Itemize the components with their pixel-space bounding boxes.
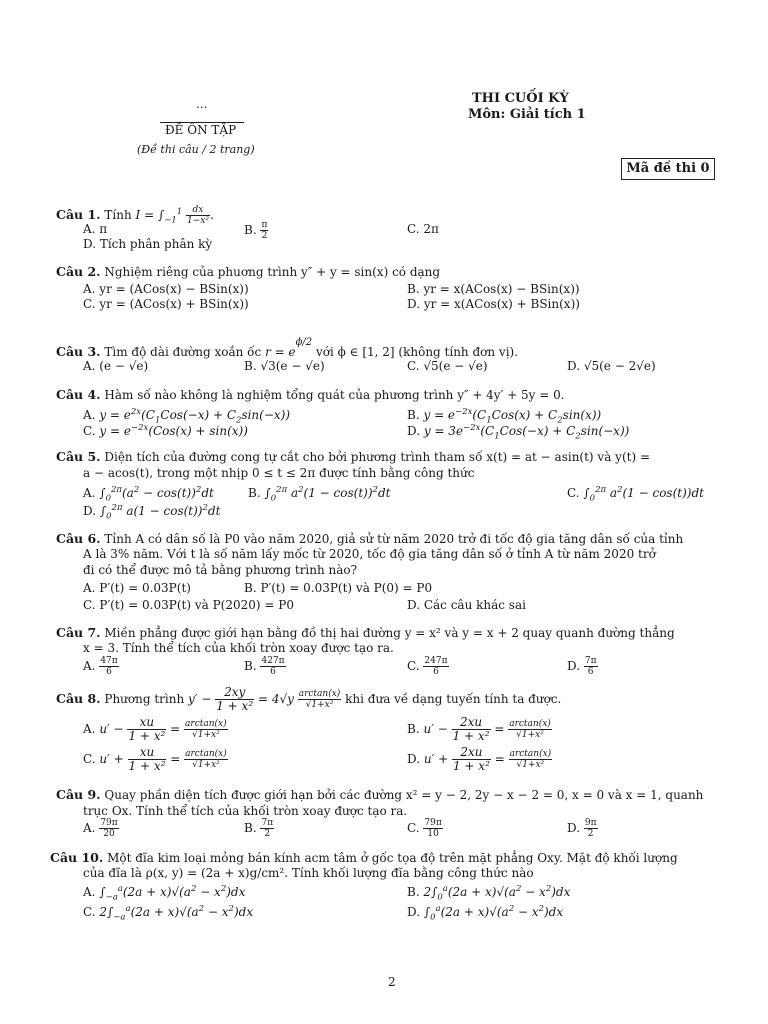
option-c[interactable]: C. $y = e^{-2x}(Cos(x) + \sin(x))$	[83, 423, 248, 438]
option-b[interactable]: B. $y = e^{-2x}(C_1Cos(x) + C_2\sin(x))$	[407, 407, 602, 426]
option-label: C.	[407, 821, 420, 835]
option-a[interactable]: A. yr = (ACos(x) − BSin(x))	[83, 282, 249, 296]
option-label: A.	[83, 408, 96, 422]
option-label: B.	[407, 885, 420, 899]
option-a[interactable]: A. $\frac{79\pi}{20}$	[83, 818, 118, 839]
option-c[interactable]: C. $\frac{247\pi}{6}$	[407, 656, 448, 677]
option-b[interactable]: B. $\frac{7\pi}{2}$	[244, 818, 274, 839]
question-6	[56, 531, 683, 547]
question-2	[56, 264, 440, 280]
option-a[interactable]: A. $\frac{47\pi}{6}$	[83, 656, 118, 677]
option-label: D.	[407, 424, 421, 438]
question-prompt: Quay phần diện tích được giới hạn bởi các đường x² = y − 2, 2y − x − 2 = 0, x = 0 và x = 1, quanh	[104, 788, 704, 802]
option-b[interactable]: B. $\int_0^{2\pi}$ $a^2(1 - \cos(t))^2dt$	[248, 485, 391, 504]
question-prompt: Tìm độ dài đường xoắn ốc	[104, 345, 262, 359]
math-expr: $I = \int_{-1}^1$ $\frac{dx}{\text{1−x²}}$ .	[135, 205, 214, 226]
question-6-line-2: A là 3% năm. Với t là số năm lấy mốc từ 2020, tốc độ gia tăng dân số ở tỉnh A từ năm 2020 trở	[83, 547, 656, 561]
option-label: B.	[244, 659, 257, 673]
question-10-line-2: của đĩa là ρ(x, y) = (2a + x)g/cm². Tính khối lượng đĩa bằng công thức nào	[83, 866, 534, 880]
option-d[interactable]: D. yr = x(ACos(x) + BSin(x))	[407, 297, 580, 311]
option-label: D.	[407, 752, 421, 766]
question-9	[56, 787, 703, 803]
school-name: ...	[196, 97, 208, 111]
option-c[interactable]: C. $\int_0^{2\pi}$ $a^2(1 - \cos(t))dt$	[567, 485, 704, 504]
option-a[interactable]: A. $\int_{-a}^a(2a + x)√(a^2 - x^2)dx$	[83, 884, 246, 903]
exam-subject: Môn: Giải tích 1	[468, 107, 586, 122]
question-prompt: Miền phẳng được giới hạn bằng đồ thị hai đường y = x² và y = x + 2 quay quanh đường thẳng	[104, 626, 675, 640]
exam-code-box: Mã đề thi 0	[621, 158, 715, 180]
math-expr: $r = e^{\phi/2}$	[265, 337, 313, 359]
option-d[interactable]: D. $\int_0^{2\pi}$ $a(1 - \cos(t))^2dt$	[83, 503, 221, 522]
option-b[interactable]: B. u′ − $\frac{2xu}{\text{1 + x²}}$ = $\frac{\arctan(x)}{\text{√1+x²}}$	[407, 715, 551, 743]
option-label: C.	[83, 905, 96, 919]
question-label: Câu 10.	[50, 850, 104, 865]
option-b[interactable]: B. √3(e − √e)	[244, 359, 325, 373]
exam-type: ĐỀ ÔN TẬP	[165, 123, 237, 137]
option-label: C.	[567, 486, 580, 500]
option-b[interactable]: B. P′(t) = 0.03P(t) và P(0) = P0	[244, 581, 433, 595]
question-label: Câu 7.	[56, 625, 101, 640]
option-c[interactable]: C. u′ + $\frac{xu}{\text{1 + x²}}$ = $\frac{\arctan(x)}{\text{√1+x²}}$	[83, 745, 227, 773]
option-b[interactable]: B. $2\int_0^a(2a + x)√(a^2 - x^2)dx$	[407, 884, 571, 903]
option-c[interactable]: C. yr = (ACos(x) + BSin(x))	[83, 297, 249, 311]
question-1	[56, 205, 214, 228]
option-label: B.	[407, 722, 420, 736]
question-5-line-2: a − acos(t), trong một nhịp 0 ≤ t ≤ 2π được tính bằng công thức	[83, 466, 475, 480]
option-b[interactable]: B. yr = x(ACos(x) − BSin(x))	[407, 282, 580, 296]
question-label: Câu 5.	[56, 449, 101, 464]
question-label: Câu 3.	[56, 344, 101, 359]
option-label: A.	[83, 821, 96, 835]
option-label: A.	[83, 486, 96, 500]
option-label: C.	[83, 752, 96, 766]
exam-title: THI CUỐI KỲ	[472, 91, 569, 106]
option-label: A.	[83, 722, 96, 736]
question-prompt: Diện tích của đường cong tự cắt cho bởi phương trình tham số x(t) = at − asin(t) và y(t) =	[104, 450, 650, 464]
option-d[interactable]: D. $\int_0^a(2a + x)√(a^2 - x^2)dx$	[407, 904, 564, 923]
question-prompt-tail: với ϕ ∈ [1, 2] (không tính đơn vị).	[315, 345, 519, 359]
option-c[interactable]: C. P′(t) = 0.03P(t) và P(2020) = P0	[83, 598, 294, 612]
option-a[interactable]: A. $\int_0^{2\pi}(a^2 - \cos(t))^2dt$	[83, 485, 214, 504]
question-label: Câu 1.	[56, 207, 101, 222]
option-d[interactable]: D. $y = 3e^{-2x}(C_1Cos(-x) + C_2\sin(-x))$	[407, 423, 630, 442]
option-label: C.	[83, 424, 96, 438]
option-c[interactable]: C. $\frac{79\pi}{10}$	[407, 818, 442, 839]
option-label: B.	[244, 223, 257, 237]
question-3	[56, 337, 519, 360]
option-label: B.	[248, 486, 261, 500]
question-prompt: Phương trình	[104, 692, 185, 706]
question-prompt-tail: khi đưa về dạng tuyến tính ta được.	[345, 692, 562, 706]
option-label: A.	[83, 885, 96, 899]
question-9-line-2: trục Ox. Tính thể tích của khối tròn xoay được tạo ra.	[83, 804, 408, 818]
option-a[interactable]: A. $y = e^{2x}(C_1Cos(-x) + C_2\sin(-x))$	[83, 407, 291, 426]
option-d[interactable]: D. $\frac{7\pi}{6}$	[567, 656, 597, 677]
option-label: D.	[567, 821, 581, 835]
option-d[interactable]: D. u′ + $\frac{2xu}{\text{1 + x²}}$ = $\frac{\arctan(x)}{\text{√1+x²}}$	[407, 745, 552, 773]
option-b[interactable]: B. $\frac{\pi}{2}$	[244, 220, 268, 241]
question-6-line-3: đi có thể được mô tả bằng phương trình nào?	[83, 563, 358, 577]
question-prompt: Một đĩa kim loại mỏng bán kính acm tâm ở gốc tọa độ trên mặt phẳng Oxy. Mặt độ khối lượng	[107, 851, 678, 865]
question-prompt: Tỉnh A có dân số là P0 vào năm 2020, giả sử từ năm 2020 trở đi tốc độ gia tăng dân số của tỉnh	[104, 532, 684, 546]
option-label: B.	[244, 821, 257, 835]
math-expr: y′ − $\frac{2xy}{\text{1 + x²}}$ = 4√y $\frac{\arctan(x)}{\text{√1+x²}}$	[188, 685, 341, 713]
option-c[interactable]: C. 2π	[407, 222, 439, 236]
page-number: 2	[388, 975, 396, 989]
option-a[interactable]: A. u′ − $\frac{xu}{\text{1 + x²}}$ = $\frac{\arctan(x)}{\text{√1+x²}}$	[83, 715, 227, 743]
question-label: Câu 6.	[56, 531, 101, 546]
option-a[interactable]: A. P′(t) = 0.03P(t)	[83, 581, 191, 595]
question-5	[56, 449, 650, 465]
option-c[interactable]: C. $2\int_{-a}^a(2a + x)√(a^2 - x^2)dx$	[83, 904, 254, 923]
option-label: D.	[83, 504, 97, 518]
question-label: Câu 8.	[56, 691, 101, 706]
question-prompt: Nghiệm riêng của phuơng trình y″ + y = sin(x) có dạng	[104, 265, 441, 279]
question-label: Câu 2.	[56, 264, 101, 279]
option-d[interactable]: D. Các câu khác sai	[407, 598, 526, 612]
question-prompt: Tính	[104, 208, 132, 222]
option-label: B.	[407, 408, 420, 422]
option-label: D.	[407, 905, 421, 919]
question-4	[56, 387, 565, 403]
option-label: C.	[407, 659, 420, 673]
option-label: A.	[83, 659, 96, 673]
question-prompt: Hàm số nào không là nghiệm tổng quát của phương trình y″ + 4y′ + 5y = 0.	[104, 388, 565, 402]
question-label: Câu 4.	[56, 387, 101, 402]
option-a[interactable]: A. (e − √e)	[83, 359, 149, 373]
option-d[interactable]: D. Tích phân phân kỳ	[83, 237, 213, 251]
question-10	[50, 850, 678, 866]
page-info: (Đề thi câu / 2 trang)	[137, 143, 255, 156]
question-label: Câu 9.	[56, 787, 101, 802]
question-8	[56, 686, 561, 713]
option-d[interactable]: D. √5(e − 2√e)	[567, 359, 656, 373]
option-d[interactable]: D. $\frac{9\pi}{2}$	[567, 818, 597, 839]
option-c[interactable]: C. √5(e − √e)	[407, 359, 488, 373]
option-label: D.	[567, 659, 581, 673]
question-7	[56, 625, 675, 641]
question-7-line-2: x = 3. Tính thể tích của khối tròn xoay được tạo ra.	[83, 641, 394, 655]
option-a[interactable]: A. π	[83, 222, 108, 236]
option-b[interactable]: B. $\frac{427\pi}{6}$	[244, 656, 285, 677]
